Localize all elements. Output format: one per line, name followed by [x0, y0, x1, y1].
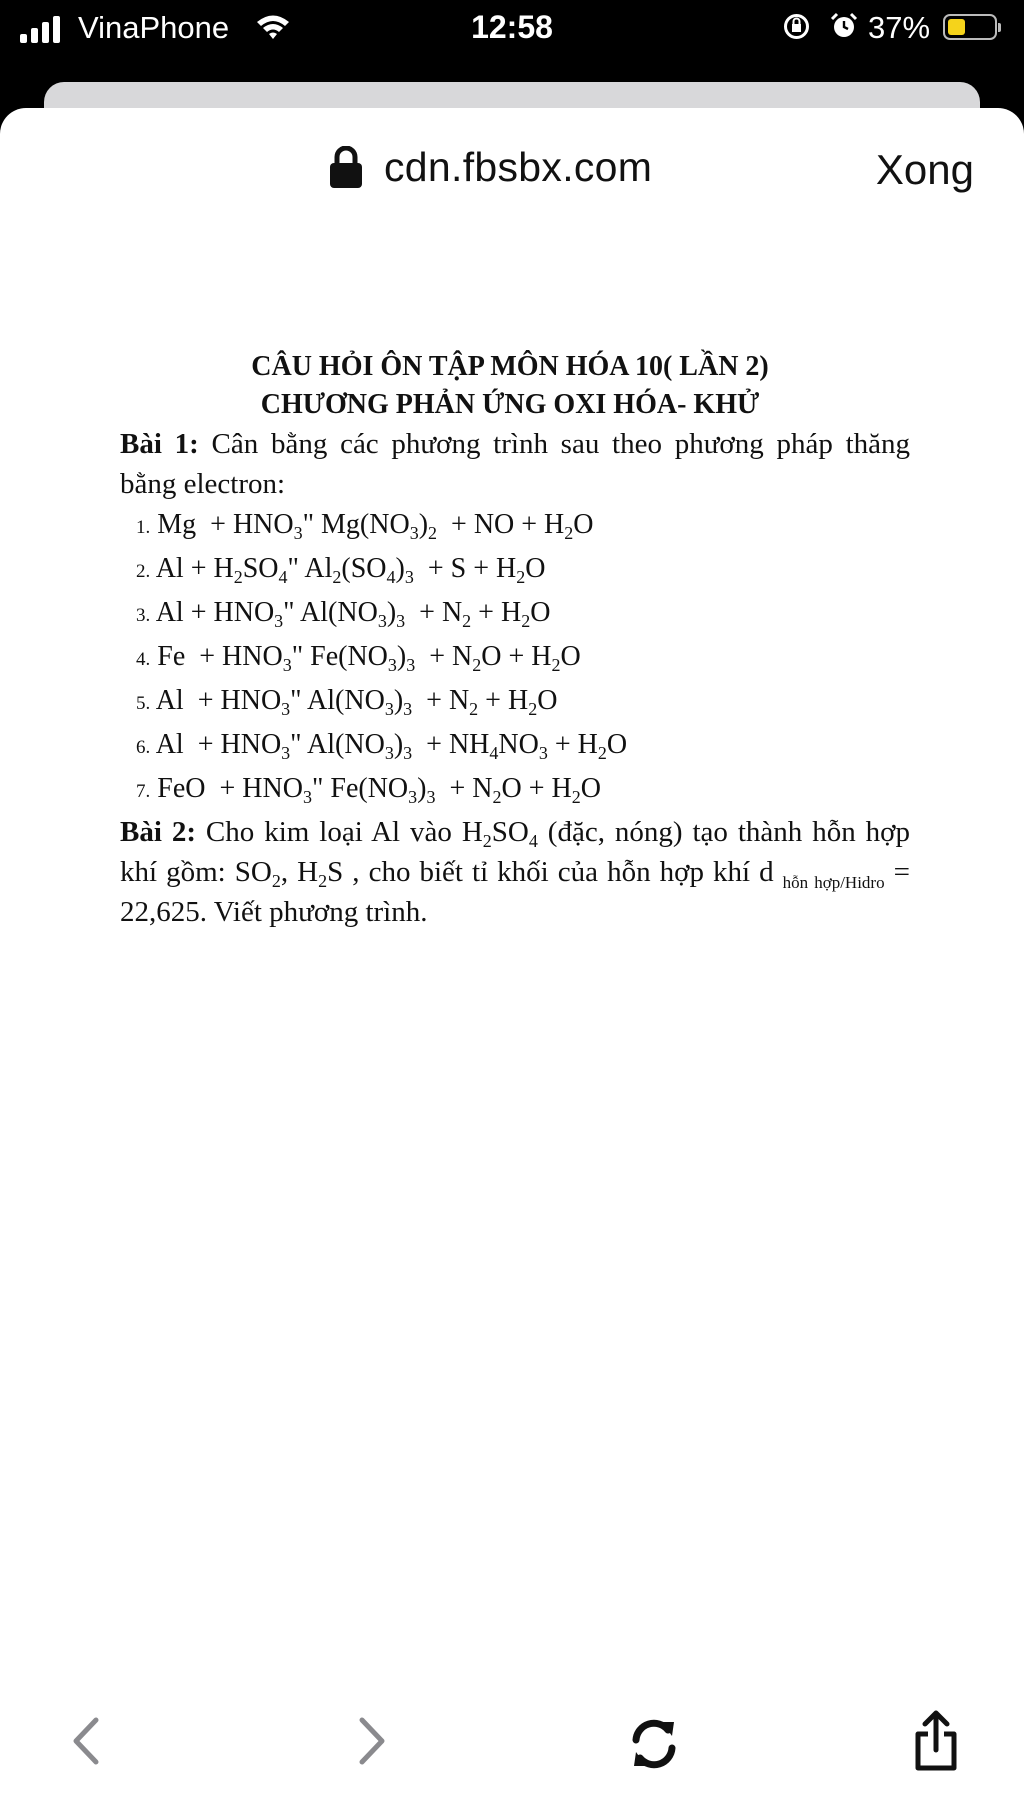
document-content	[120, 348, 910, 932]
rotation-lock-icon	[783, 13, 810, 40]
equation-6: 6. $Al + HNO_3$" $Al(NO_3)_3 + NH_4NO_3 + H_2O$	[136, 729, 628, 763]
equation-5: 5. $Al + HNO_3$" $Al(NO_3)_3 + N_2 + H_2O$	[136, 685, 558, 719]
equation-4: 4. $Fe + HNO_3$" $Fe(NO_3)_3 + N_2O + H_2O$	[136, 641, 581, 675]
done-button[interactable]: Xong	[875, 146, 974, 193]
status-bar	[0, 0, 1024, 70]
lock-icon	[330, 146, 362, 188]
url-display[interactable]	[330, 142, 652, 192]
document-title-line-1: CÂU HỎI ÔN TẬP MÔN HÓA 10( LẦN 2)	[251, 351, 769, 382]
battery-percentage: 37%	[868, 10, 931, 45]
exercise-2: Bài 2: Cho kim loại Al vào $H_2SO_4$ (đặc, nóng) tạo thành hỗn hợp khí gồm: $SO_2$, $H_2S$ , cho biết tỉ khối của hỗn hợp khí d $_{hỗn hợp/Hidro}$ = 22,625. Viết phương trình.	[120, 816, 910, 928]
url-text: cdn.fbsbx.com	[384, 143, 653, 190]
exercise-1-text: Cân bằng các phương trình sau theo phương pháp thăng bằng electron:	[120, 428, 911, 500]
exercise-1-label: Bài 1:	[120, 428, 199, 460]
equation-7: 7. FeO + $HNO_3$" $Fe(NO_3)_3 + N_2O + H_2O$	[136, 773, 601, 807]
bottom-toolbar	[0, 1690, 1024, 1800]
refresh-icon[interactable]	[626, 1716, 682, 1772]
browser-sheet	[0, 108, 1024, 1820]
status-clock: 12:58	[471, 9, 553, 45]
exercise-2-label: Bài 2:	[120, 816, 196, 848]
equation-3: 3. $Al + HNO_3$" $Al(NO_3)_3 + N_2 + H_2O$	[136, 597, 551, 631]
carrier-name: VinaPhone	[78, 10, 230, 45]
alarm-icon	[830, 12, 858, 40]
equation-1: 1. $Mg + HNO_3$" $Mg(NO_3)_2$ + NO + $H_2O$	[136, 509, 594, 543]
battery-icon	[943, 14, 997, 40]
exercise-1-intro	[120, 424, 910, 504]
back-arrow-icon[interactable]	[70, 1716, 102, 1766]
navigation-bar	[0, 108, 1024, 228]
equation-2: 2. $Al + H_2SO_4$" $Al_2(SO_4)_3 + S + H_2O$	[136, 553, 546, 587]
share-icon[interactable]	[912, 1710, 960, 1772]
battery-level	[948, 19, 965, 35]
document-title-line-2: CHƯƠNG PHẢN ỨNG OXI HÓA- KHỬ	[260, 389, 760, 420]
forward-arrow-icon[interactable]	[356, 1716, 388, 1766]
